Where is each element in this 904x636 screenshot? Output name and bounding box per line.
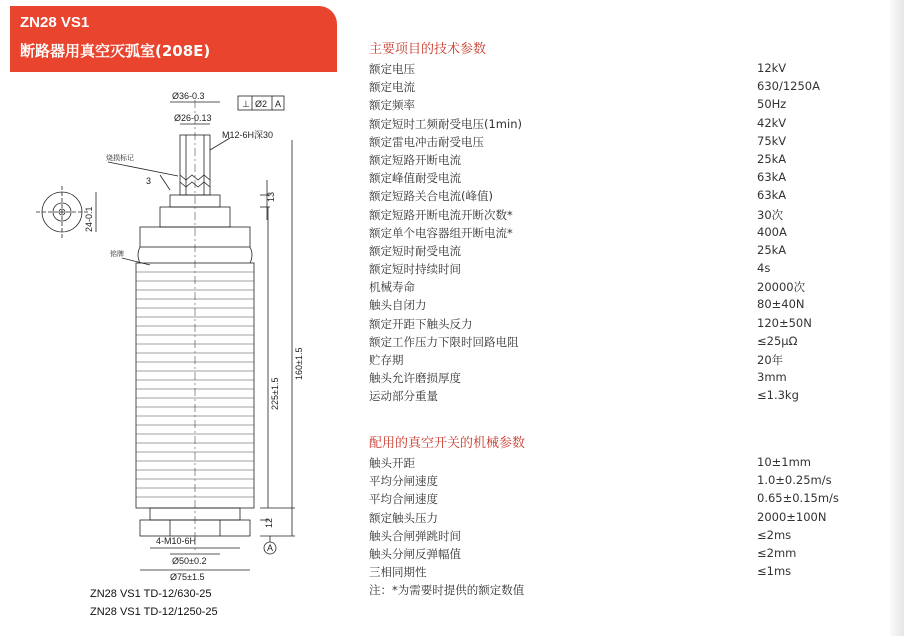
param-label: 额定电压	[369, 62, 415, 76]
param-label: 贮存期	[369, 353, 404, 367]
param-label: 额定单个电容器组开断电流*	[369, 225, 513, 240]
param-value: 42kV	[757, 115, 787, 130]
dim-d50: Ø50±0.2	[172, 556, 207, 566]
param-label: 额定触头压力	[369, 510, 438, 525]
param-label: 触头自闭力	[369, 298, 427, 313]
param-value: 75kV	[757, 133, 787, 148]
param-value: ≤2ms	[757, 527, 792, 542]
model-caption-2: ZN28 VS1 TD-12/1250-25	[90, 606, 218, 618]
param-label: 触头合闸弹跳时间	[369, 528, 461, 543]
section2-title: 配用的真空开关的机械参数	[369, 436, 526, 451]
dim-three: 3	[146, 176, 152, 186]
param-label: 额定频率	[369, 98, 415, 113]
model-subtitle: 断路器用真空灭弧室(208E)	[20, 42, 211, 60]
param-value: 400A	[757, 224, 787, 239]
dim-thread-top: M12-6H深30	[222, 130, 274, 140]
param-label: 额定工作压力下限时回路电阻	[369, 334, 519, 349]
param-label: 额定短时持续时间	[369, 262, 461, 277]
param-value: 63kA	[757, 170, 787, 185]
param-label: 运动部分重量	[369, 389, 438, 404]
dim-width24: 24-0.1	[84, 206, 94, 232]
param-label: 机械寿命	[369, 280, 415, 295]
datum-a-circle: A	[267, 543, 274, 553]
param-value: 30次	[757, 207, 784, 222]
param-value: ≤1.3kg	[757, 388, 799, 403]
param-value: 4s	[757, 261, 771, 276]
param-label: 额定短路开断电流开断次数*	[369, 207, 513, 222]
param-label: 平均合闸速度	[369, 492, 438, 507]
burn-mark-label: 烧损标记	[106, 155, 134, 162]
param-label: 平均分闸速度	[369, 474, 438, 489]
param-value: ≤2mm	[757, 545, 797, 560]
param-value: ≤1ms	[757, 564, 792, 579]
dim-h160: 160±1.5	[294, 347, 304, 380]
dim-thirteen: 13	[266, 191, 276, 202]
param-label: 触头允许磨损厚度	[369, 371, 461, 386]
param-label: 额定短路关合电流(峰值)	[369, 189, 493, 204]
model-title: ZN28 VS1	[20, 14, 90, 31]
param-value: 120±50N	[757, 315, 812, 330]
dim-h225: 225±1.5	[270, 377, 280, 410]
param-value: 10±1mm	[757, 455, 811, 469]
param-value: 50Hz	[757, 97, 787, 112]
param-label: 触头分闸反弹幅值	[369, 546, 461, 561]
param-value: 630/1250A	[757, 79, 820, 94]
param-label: 额定短时工频耐受电压(1min)	[369, 116, 522, 131]
param-label: 三相同期性	[369, 565, 427, 580]
interrupter-drawing	[20, 80, 340, 600]
param-value: 20000次	[757, 280, 806, 295]
param-value: ≤25μΩ	[757, 333, 798, 348]
dim-d75: Ø75±1.5	[170, 572, 205, 582]
dim-tolerance-symbol: ⊥	[242, 99, 250, 109]
param-label: 额定短路开断电流	[369, 152, 461, 167]
footnote: 注：*为需要时提供的额定数值	[369, 583, 525, 597]
param-label: 触头开距	[369, 456, 415, 470]
dim-d36: Ø36-0.3	[172, 91, 205, 101]
param-value: 2000±100N	[757, 509, 827, 524]
page-edge-strip	[890, 0, 904, 636]
param-label: 额定短时耐受电流	[369, 243, 461, 258]
dim-thread-bottom: 4-M10-6H	[156, 536, 197, 546]
dim-tolerance: Ø2	[255, 99, 268, 109]
param-value: 0.65±0.15m/s	[757, 491, 839, 506]
param-value: 1.0±0.25m/s	[757, 473, 832, 488]
param-value: 12kV	[757, 61, 787, 75]
model-caption-1: ZN28 VS1 TD-12/630-25	[90, 588, 212, 600]
param-value: 80±40N	[757, 297, 805, 312]
param-label: 额定电流	[369, 80, 415, 95]
param-value: 25kA	[757, 151, 787, 166]
nameplate-label: 铭牌	[110, 251, 124, 258]
param-label: 额定开距下触头反力	[369, 316, 473, 331]
dim-datum-ref: A	[275, 99, 282, 109]
param-value: 63kA	[757, 188, 787, 203]
section1-title: 主要项目的技术参数	[369, 42, 487, 57]
param-value: 3mm	[757, 370, 787, 385]
dim-twelve: 12	[264, 517, 274, 528]
param-label: 额定峰值耐受电流	[369, 171, 461, 186]
dim-d26: Ø26-0.13	[174, 113, 212, 123]
param-value: 25kA	[757, 242, 787, 257]
param-label: 额定雷电冲击耐受电压	[369, 134, 484, 149]
param-value: 20年	[757, 353, 784, 367]
